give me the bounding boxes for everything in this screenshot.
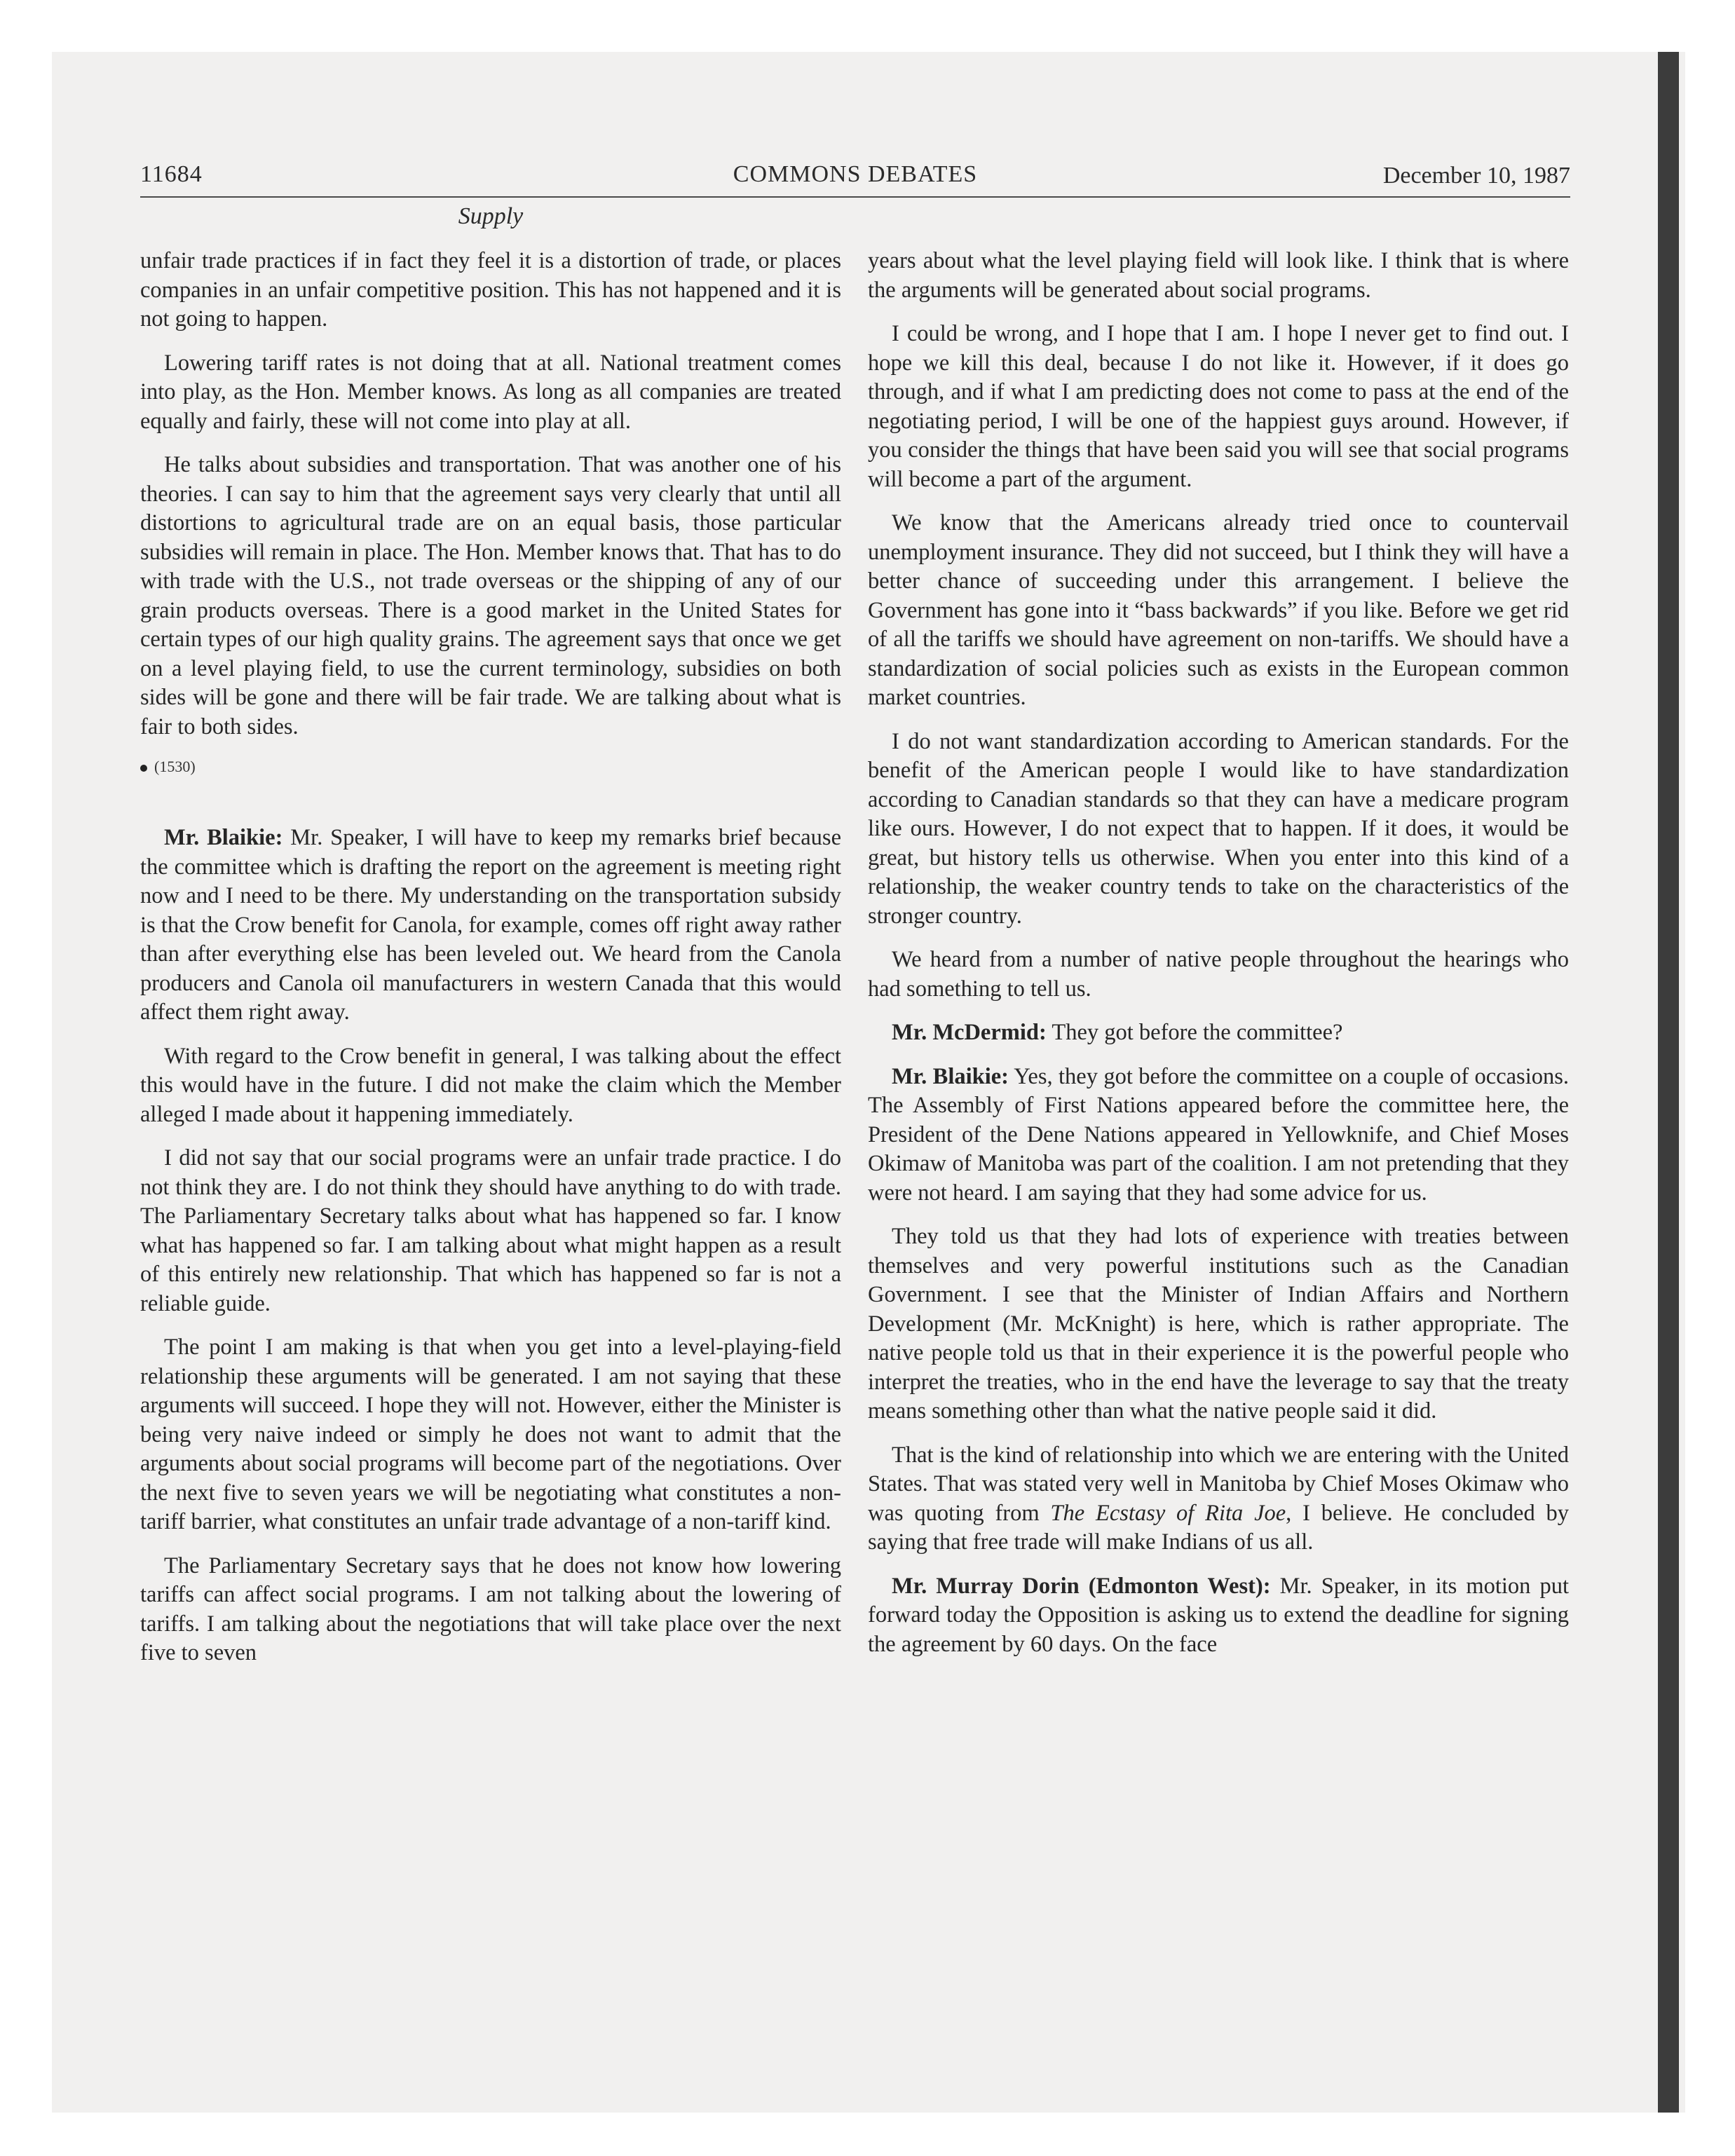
paragraph: The Parliamentary Secretary says that he does not know how lowering tariffs can affect social programs. I am not talking about the lowering of tariffs. I am talking about the negotiations that will take place over the next five to seven (140, 1553, 841, 1665)
paragraph: I do not want standardization according to American standards. For the benefit of the American people I would like to have standardization according to Canadian standards so that they can have a medicare program like ours. However, I do not expect that to happen. If it does, it would be great, but history tells us otherwise. When you enter into this kind of a relationship, the weaker country tends to take on the characteristics of the stronger country. (868, 728, 1569, 929)
left-column (140, 247, 841, 1683)
speech-paragraph (868, 1572, 1569, 1660)
speech-text: Mr. Speaker, in its motion put forward today the Opposition is asking us to extend the deadline for signing the agreement by 60 days. On the face (868, 1573, 1569, 1657)
paragraph: We know that the Americans already tried once to countervail unemployment insurance. They did not succeed, but I think they will have a better chance of succeeding under this arrangement. I believe the Government has gone into it “bass backwards” if you like. Before we get rid of all the tariffs we should have agreement on non-tariffs. We should have a standardization of social policies such as exists in the European common market countries. (868, 510, 1569, 710)
speaker-name: Mr. Murray Dorin (Edmonton West): (892, 1573, 1271, 1599)
page-number: 11684 (140, 161, 203, 187)
paragraph: The point I am making is that when you get into a level-playing-field relationship these arguments will be generated. I am not saying that these arguments will succeed. I hope they will not. However, either the Minister is being very naive indeed or simply he does not want to admit that the arguments about social programs will become part of the negotiations. Over the next five to seven years we will be negotiating what constitutes a non-tariff barrier, what constitutes an unfair trade advantage of a non-tariff kind. (140, 1335, 841, 1534)
spacer (140, 797, 841, 824)
time-marker (140, 756, 841, 777)
paragraph: We heard from a number of native people throughout the hearings who had something to tell us. (868, 947, 1569, 1002)
publication-title: COMMONS DEBATES (733, 161, 978, 187)
bullet-icon (140, 765, 147, 772)
paragraph: With regard to the Crow benefit in general, I was talking about the effect this would have in the future. I did not make the claim which the Member alleged I made about it happening immediately. (140, 1043, 841, 1127)
paragraph: unfair trade practices if in fact they feel it is a distortion of trade, or places companies in an unfair competitive position. This has not happened and it is not going to happen. (140, 248, 841, 332)
paragraph: I did not say that our social programs were an unfair trade practice. I do not think they are. I do not think they should have anything to do with trade. The Parliamentary Secretary talks about what has happened so far. I know what has happened so far. I am talking about what might happen as a result of this entirely new relationship. That which has happened so far is not a reliable guide. (140, 1145, 841, 1316)
speaker-name: Mr. Blaikie: (164, 825, 283, 850)
speaker-name: Mr. Blaikie: (892, 1063, 1009, 1089)
paragraph: years about what the level playing field will look like. I think that is where the arguments will be generated about social programs. (868, 248, 1569, 303)
speech-text: Mr. Speaker, I will have to keep my remarks brief because the committee which is drafting the report on the agreement is meeting right now and I need to be there. My understanding on the transportation subsidy is that the Crow benefit for Canola, for example, comes off right away rather than after everything else has been leveled out. We heard from the Canola producers and Canola oil manufacturers in western Canada that this would affect them right away. (140, 825, 841, 1025)
right-column (868, 247, 1569, 1674)
paragraph-text: That is the kind of relationship into which we are entering with the United States. That was stated very well in Manitoba by Chief Moses Okimaw who was quoting from (868, 1442, 1569, 1526)
speech-text: Yes, they got before the committee on a couple of occasions. The Assembly of First Nations appeared before the committee here, the President of the Dene Nations appeared in Yellowknife, and Chief Moses Okimaw of Manitoba was part of the coalition. I am not pretending that they were not heard. I am saying that they had some advice for us. (868, 1063, 1570, 1206)
work-title: The Ecstasy of Rita Joe (1050, 1500, 1286, 1526)
paragraph-text: , I believe. He concluded by saying that free trade will make Indians of us all. (868, 1500, 1570, 1555)
paragraph (868, 1441, 1569, 1557)
speaker-name: Mr. McDermid: (892, 1020, 1047, 1045)
scan-edge-shadow (1658, 52, 1679, 2113)
page-header (140, 158, 1570, 198)
speech-text: They got before the committee? (1052, 1020, 1343, 1045)
speech-paragraph (868, 1018, 1569, 1048)
speech-paragraph (140, 824, 841, 1028)
paragraph: I could be wrong, and I hope that I am. I hope I never get to find out. I hope we kill this deal, because I do not like it. However, if it does go through, and if what I am predicting does not come to pass at the end of the negotiating period, I will be one of the happiest guys around. However, if you consider the things that have been said you will see that social programs will become a part of the argument. (868, 321, 1569, 492)
paragraph: They told us that they had lots of experience with treaties between themselves and very powerful institutions such as the Canadian Government. I see that the Minister of Indian Affairs and Northern Development (Mr. McKnight) is here, which is rather appropriate. The native people told us that in their experience it is the powerful people who interpret the treaties, who in the end have the leverage to say that the treaty means something other than what the native people said it did. (868, 1224, 1569, 1424)
section-title: Supply (458, 203, 524, 229)
paragraph: He talks about subsidies and transportation. That was another one of his theories. I can say to him that the agreement says very clearly that until all distortions to agricultural trade are on an equal basis, those particular subsidies will remain in place. The Hon. Member knows that. That has to do with trade with the U.S., not trade overseas or the shipping of any of our grain products overseas. There is a good market in the United States for certain types of our high quality grains. The agreement says that once we get on a level playing field, to use the current terminology, subsidies on both sides will be gone and there will be fair trade. We are talking about what is fair to both sides. (140, 452, 841, 739)
paragraph: Lowering tariff rates is not doing that at all. National treatment comes into play, as the Hon. Member knows. As long as all companies are treated equally and fairly, these will not come into play at all. (140, 350, 841, 434)
page-date: December 10, 1987 (1382, 163, 1570, 189)
time-marker-label: (1530) (154, 758, 196, 775)
speech-paragraph (868, 1063, 1569, 1208)
